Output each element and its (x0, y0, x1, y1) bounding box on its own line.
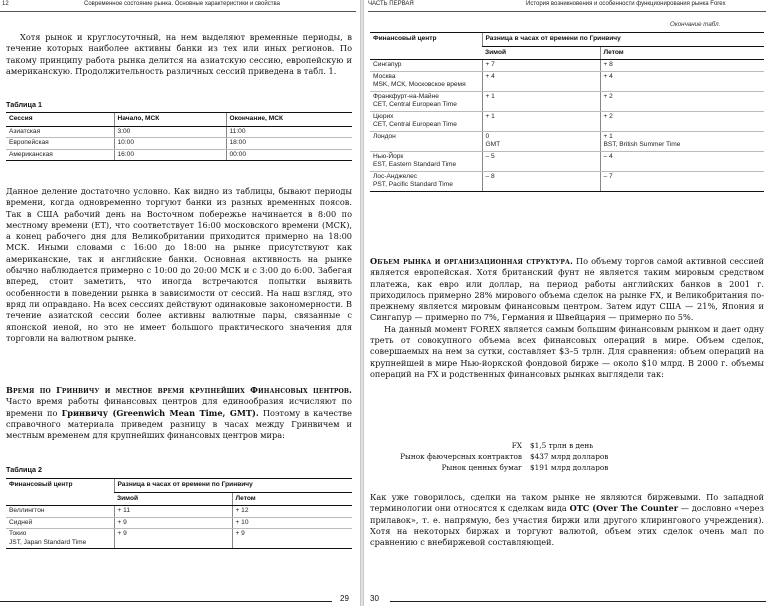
running-head: Современное состояние рынка. Основные характеристики и свойства (84, 1, 280, 7)
column-header: Разница в часах от времени по Гринвичу (114, 479, 352, 493)
table-cell: Европейская (6, 138, 114, 150)
table-cell: 3:00 (114, 126, 226, 138)
table-cell: Лос-Анджелес PST, Pacific Standard Time (370, 171, 482, 191)
column-header: Финансовый центр (6, 479, 114, 506)
table-cell: Нью-Йорк EST, Eastern Standard Time (370, 151, 482, 171)
table-row (370, 131, 764, 151)
column-header: Сессия (6, 113, 114, 127)
list-item: Рынок фьючерсных контрактов $437 млрд долларов (400, 452, 609, 461)
table-cell: 16:00 (114, 149, 226, 161)
table-row (6, 138, 352, 150)
table-cell: – 8 (482, 171, 600, 191)
sessions-table (6, 112, 352, 161)
table-cell: Токио JST, Japan Standard Time (6, 529, 114, 549)
table-row (370, 171, 764, 191)
column-subheader: Зимой (114, 492, 232, 506)
table-cell: Цюрих CET, Central European Time (370, 111, 482, 131)
page-number: 30 (370, 594, 379, 603)
table-row (6, 149, 352, 161)
table-cell: Веллингтон (6, 506, 114, 518)
column-subheader: Летом (232, 492, 352, 506)
table-cell: Москва MSK, МСК, Московское время (370, 71, 482, 91)
table-cell: Сингапур (370, 60, 482, 72)
table-cell: + 10 (232, 517, 352, 529)
table-row (6, 126, 352, 138)
list-item: Рынок ценных бумаг $191 млрд долларов (441, 463, 609, 472)
table-cell: – 5 (482, 151, 600, 171)
table-header-row (6, 479, 352, 493)
timezones-table (6, 478, 352, 549)
table-cell: 00:00 (226, 149, 352, 161)
column-header: Финансовый центр (370, 33, 482, 60)
left-page (0, 0, 360, 606)
header-rule (368, 11, 766, 12)
timezones-table-continued (370, 32, 764, 192)
table1-label: Таблица 1 (6, 100, 42, 109)
table-cell: 0 GMT (482, 131, 600, 151)
table-cell: 10:00 (114, 138, 226, 150)
paragraph-session-overlap: Данное деление достаточно условно. Как видно из таблицы, бывают периоды времени, когда одновременно торгуют банки из разных временных поясов. Так в США рабочий день на Восточном побережье начинается в 8:00 по местному времени (ET), что соответствует 16:00 московского времени (МСК), а конец рабочего дня для Великобритании приходится примерно на 18:00 МСК. Иными словами с 16:00 до 18:00 на рынке присутствуют как американские, так и английские банки. Основная активность на рынке обычно наблюдается примерно с 10:00 до 20:00 МСК и с 3:00 до 6:00. Забегая вперед, стоит заметить, что иногда встречаются попытки выявить особенности в поведении рынка в зависимости от сессий. На наш взгляд, это вряд ли оправдано. На всех сессиях действуют одинаковые закономерности. В течение азиатской сессии более активны валютные пары, связанные с японской иеной, но это не имеет большого практического значения для торговли на валютном рынке. (6, 186, 352, 343)
footer-rule (0, 601, 332, 602)
paragraph-forex-size: На данный момент FOREX является самым большим финансовым рынком и дает одну треть от совокупного объема всех финансовых операций в мире. Объем сделок, совершаемых на нем за сутки, составляет $3–5 трлн. Для сравнения: объем операций на крупнейшей в мире Нью-йоркской фондовой бирже — около $10 млрд. В 2000 г. объемы операций на FX и родственных финансовых рынках выглядели так: (370, 323, 764, 379)
table-cell: + 1 BST, British Summer Time (600, 131, 764, 151)
right-page (364, 0, 770, 606)
table-row (370, 60, 764, 72)
paragraph-gmt: Время по Гринвичу и местное время крупнейших Финансовых центров. Часто время работы финансовых центров для единообразия исчисляют по времени по Гринвичу (Greenwich Mean Time, GMT). Поэтому в качестве справочного материала приведем разницу в часах между Гринвичем и местным временем для крупнейших финансовых центров мира: (6, 385, 352, 441)
table-continued-label: Окончание табл. (670, 21, 721, 28)
table-cell: Сидней (6, 517, 114, 529)
timezones-table-body (6, 506, 352, 549)
table-cell: + 8 (600, 60, 764, 72)
table-row (370, 91, 764, 111)
table-cell: + 2 (600, 111, 764, 131)
table2-label: Таблица 2 (6, 465, 42, 474)
table-cell: + 12 (232, 506, 352, 518)
paragraph-market-volume: Объем рынка и организационная структура. По объему торгов самой активной сессией является европейская. Хотя британский фунт не является таким мировым средством платежа, как евро или доллар, на период работы английских банков в 2001 г. приходилось примерно 28% мирового объема сделок на рынке FX, и Великобритания по-прежнему является мировым финансовым центром. Затем идут США — 21%, Япония и Сингапур — примерно по 7%, Германия и Швейцария — примерно по 5%. На данный момент FOREX является самым большим финансовым рынком и дает одну треть от совокупного объема всех финансовых операций в мире. Объем сделок, совершаемых на нем за сутки, составляет $3–5 трлн. Для сравнения: объем операций на крупнейшей в мире Нью-йоркской фондовой бирже — около $10 млрд. В 2000 г. объемы операций на FX и родственных финансовых рынках выглядели так: (370, 256, 764, 379)
table-row (6, 506, 352, 518)
column-header: Окончание, МСК (226, 113, 352, 127)
footer-rule (390, 601, 766, 602)
table-header-row (6, 113, 352, 127)
column-header: Начало, МСК (114, 113, 226, 127)
table-cell: + 9 (232, 529, 352, 549)
column-header: Разница в часах от времени по Гринвичу (482, 33, 764, 47)
table-row (6, 517, 352, 529)
table-cell: + 9 (114, 529, 232, 549)
table-header-row (370, 33, 764, 47)
table-cell: 18:00 (226, 138, 352, 150)
table-cell: + 11 (114, 506, 232, 518)
table-row (370, 151, 764, 171)
table-cell: + 4 (600, 71, 764, 91)
paragraph-sessions: Хотя рынок и круглосуточный, на нем выделяют временные периоды, в течение которых наиболее активны банки из тех или иных регионов. По такому принципу работа рынка делится на азиатскую сессию, европейскую и американскую. Продолжительность различных сессий приведена в табл. 1. (6, 32, 352, 76)
page-number-top: 12 (2, 1, 9, 7)
table-cell: – 4 (600, 151, 764, 171)
table-row (370, 71, 764, 91)
table-cell: + 9 (114, 517, 232, 529)
header-rule (0, 11, 356, 12)
paragraph-otc: Как уже говорилось, сделки на таком рынке не являются биржевыми. По западной терминологии они относятся к сделкам вида OTC (Over The Counter — дословно «через прилавок», т. е. напрямую, без участия биржи или другого клирингового учреждения). Хотя на некоторых биржах и торгуют валютой, объем этих сделок очень мал по сравнению с внебиржевой составляющей. (370, 492, 764, 548)
column-subheader: Летом (600, 46, 764, 60)
volumes-list (370, 440, 764, 473)
otc-term: OTC (Over The Counter (569, 503, 679, 514)
paragraph-lead: Объем рынка и организационная структура. (370, 256, 573, 266)
table-cell: + 4 (482, 71, 600, 91)
page-number: 29 (340, 594, 349, 603)
table-cell: + 2 (600, 91, 764, 111)
list-item: FX $1,5 трлн в день (511, 441, 594, 450)
running-head: История возникновения и особенности функционирования рынка Forex (526, 1, 726, 7)
table-row (370, 111, 764, 131)
paragraph-lead: Время по Гринвичу и местное время крупнейших Финансовых центров. (6, 385, 352, 395)
table-cell: Франкфурт-на-Майне CET, Central European Time (370, 91, 482, 111)
table-cell: + 7 (482, 60, 600, 72)
table-row (6, 529, 352, 549)
table-cell: 11:00 (226, 126, 352, 138)
timezones-table-body (370, 60, 764, 192)
running-head-part: ЧАСТЬ ПЕРВАЯ (368, 1, 414, 7)
table-cell: – 7 (600, 171, 764, 191)
table-cell: Азиатская (6, 126, 114, 138)
table-cell: + 1 (482, 91, 600, 111)
table-cell: Лондон (370, 131, 482, 151)
table-cell: Американская (6, 149, 114, 161)
column-subheader: Зимой (482, 46, 600, 60)
table-cell: + 1 (482, 111, 600, 131)
